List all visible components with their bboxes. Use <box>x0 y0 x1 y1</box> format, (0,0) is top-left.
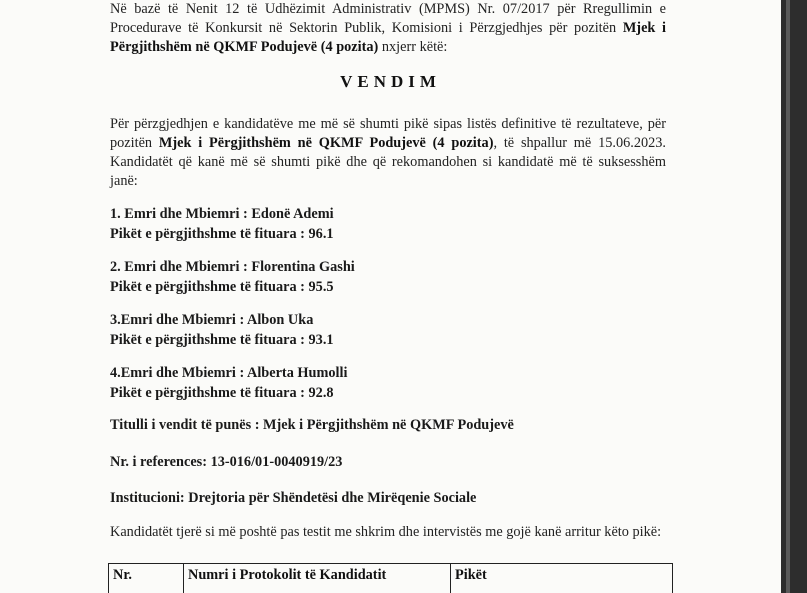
intro-position-bold-1: Mjek i <box>622 20 666 36</box>
decision-paragraph <box>110 115 666 191</box>
table-header-row <box>109 564 673 593</box>
candidate-name-line: 3.Emri dhe Mbiemri : Albon Uka <box>110 312 314 328</box>
table-header-nr: Nr. <box>109 564 184 593</box>
intro-paragraph <box>110 0 666 57</box>
candidates-table <box>108 563 673 593</box>
candidate-points-line: Pikët e përgjithshme të fituara : 92.8 <box>110 385 334 401</box>
candidate-points-line: Pikët e përgjithshme të fituara : 95.5 <box>110 279 334 295</box>
decision-position-bold: Mjek i Përgjithshëm në QKMF Podujevë (4 pozita) <box>158 135 494 151</box>
intro-line-1: Në bazë të Nenit 12 të Udhëzimit Administrativ (MPMS) Nr. 07/2017 për Rregullimin e <box>110 1 666 17</box>
table-header-points: Pikët <box>451 564 673 593</box>
others-paragraph: Kandidatët tjerë si më poshtë pas testit me shkrim dhe intervistës me gojë kanë arritur këto pikë: <box>110 524 662 540</box>
viewer-background <box>781 0 807 593</box>
candidate-points-line: Pikët e përgjithshme të fituara : 93.1 <box>110 332 334 348</box>
reference-line: Nr. i references: 13-016/01-0040919/23 <box>110 454 343 470</box>
candidate-points-line: Pikët e përgjithshme të fituara : 96.1 <box>110 226 334 242</box>
job-title-line: Titulli i vendit të punës : Mjek i Përgjithshëm në QKMF Podujevë <box>110 417 514 433</box>
decision-title: VENDIM <box>340 72 441 91</box>
institution-line: Institucioni: Drejtoria për Shëndetësi dhe Mirëqenie Sociale <box>110 490 477 506</box>
intro-position-bold-2: Përgjithshëm në QKMF Podujevë (4 pozita) <box>110 39 379 55</box>
candidate-name-line: 1. Emri dhe Mbiemri : Edonë Ademi <box>110 206 334 222</box>
scrollbar-track[interactable] <box>786 0 790 593</box>
table-header-protocol: Numri i Protokolit të Kandidatit <box>184 564 451 593</box>
candidate-4 <box>110 363 347 403</box>
candidate-name-line: 4.Emri dhe Mbiemri : Alberta Humolli <box>110 365 348 381</box>
intro-line-3: nxjerr këtë: <box>381 39 448 55</box>
intro-line-2: Procedurave të Konkursit në Sektorin Publik, Komisioni i Përzgjedhjes për pozitën <box>110 20 617 36</box>
candidate-1 <box>110 204 334 244</box>
decision-text-part-1: Për përzgjedhjen e kandidatëve me më së shumti pikë sipas listës definitive të rezultateve, për pozitën <box>110 116 666 151</box>
candidate-name-line: 2. Emri dhe Mbiemri : Florentina Gashi <box>110 259 355 275</box>
candidate-3 <box>110 310 334 350</box>
candidate-2 <box>110 257 355 297</box>
decision-text-part-2: , të shpallur më 15.06.2023. Kandidatët që kanë më së shumti pikë dhe që rekomandohen si kandidatë më të suksesshëm janë: <box>110 135 666 189</box>
